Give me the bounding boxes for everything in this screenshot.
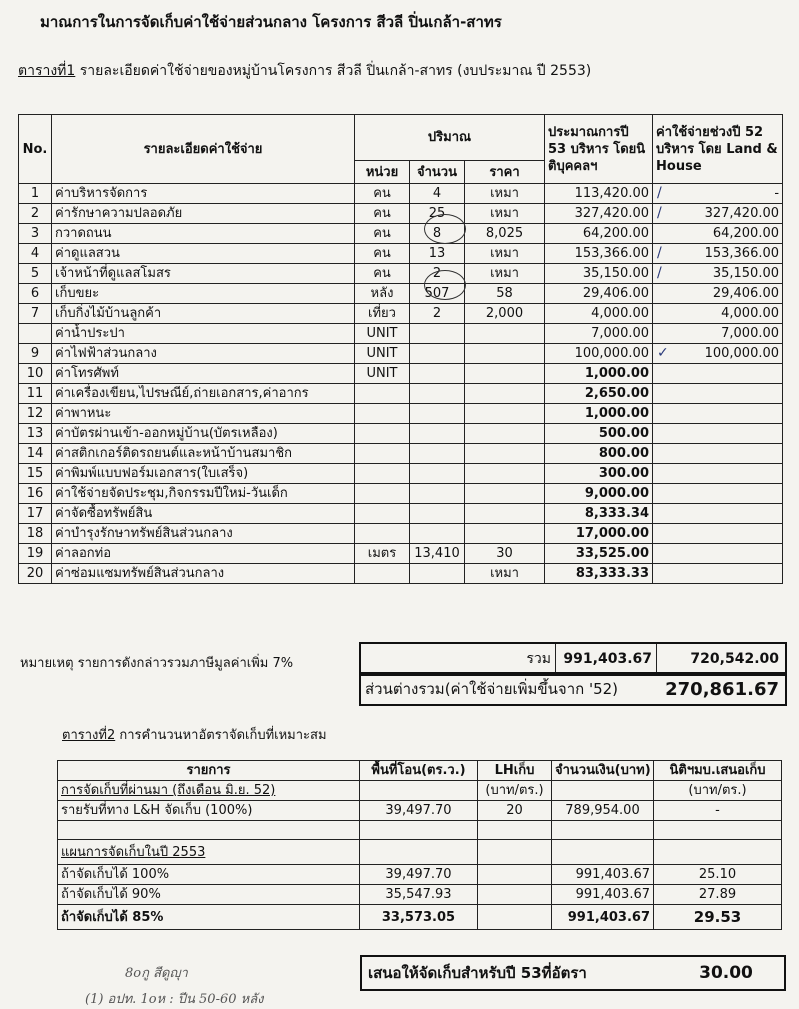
row-amount [410, 524, 465, 544]
row-amount [410, 404, 465, 424]
row-amount: 2 [410, 264, 465, 284]
plan-rows [58, 865, 782, 905]
row-estimate: 17,000.00 [545, 524, 653, 544]
plan-title: แผนการจัดเก็บในปี 2553 [58, 840, 360, 865]
row-no: 2 [19, 204, 52, 224]
total-estimate: 991,403.67 [555, 644, 656, 674]
expense-row [19, 284, 783, 304]
row-detail: ค่าสติกเกอร์ติดรถยนต์และหน้าบ้านสมาชิก [52, 444, 355, 464]
row-price: 2,000 [465, 304, 545, 324]
row-no: 20 [19, 564, 52, 584]
row-unit [355, 384, 410, 404]
row-no: 19 [19, 544, 52, 564]
expense-row [19, 184, 783, 204]
row-actual: 64,200.00 [653, 224, 783, 244]
total-actual: 720,542.00 [656, 644, 785, 674]
table1-caption-text: รายละเอียดค่าใช้จ่ายของหมู่บ้านโครงการ สีวลี ปิ่นเกล้า-สาทร (งบประมาณ ปี 2553) [75, 63, 592, 79]
row-estimate: 113,420.00 [545, 184, 653, 204]
row-estimate: 83,333.33 [545, 564, 653, 584]
row-amount [410, 424, 465, 444]
row-price: 58 [465, 284, 545, 304]
row-unit [355, 524, 410, 544]
row-unit: คน [355, 244, 410, 264]
past-row-money: 789,954.00 [552, 801, 654, 821]
handwritten-circle [424, 270, 466, 300]
row-estimate: 7,000.00 [545, 324, 653, 344]
row-estimate: 1,000.00 [545, 364, 653, 384]
row-detail: ค่าลอกท่อ [52, 544, 355, 564]
row-unit [355, 424, 410, 444]
plan-row-area: 35,547.93 [360, 885, 478, 905]
row-amount: 507 [410, 284, 465, 304]
row-actual-value: 35,150.00 [712, 266, 780, 281]
header-quantity: ปริมาณ [355, 115, 545, 161]
plan-row-item: ถ้าจัดเก็บได้ 90% [58, 885, 360, 905]
row-amount: 25 [410, 204, 465, 224]
row-no: 1 [19, 184, 52, 204]
row-detail: ค่าโทรศัพท์ [52, 364, 355, 384]
past-row-item: รายรับที่ทาง L&H จัดเก็บ (100%) [58, 801, 360, 821]
row-detail: ค่าใช้จ่ายจัดประชุม,กิจกรรมปีใหม่-วันเด็ก [52, 484, 355, 504]
row-detail: ค่าพิมพ์แบบฟอร์มเอกสาร(ใบเสร็จ) [52, 464, 355, 484]
expense-row [19, 384, 783, 404]
row-actual: 4,000.00 [653, 304, 783, 324]
plan-row-money: 991,403.67 [552, 865, 654, 885]
handwritten-circle [424, 214, 466, 244]
row-estimate: 29,406.00 [545, 284, 653, 304]
row-detail: ค่ารักษาความปลอดภัย [52, 204, 355, 224]
row-unit [355, 504, 410, 524]
row-no [19, 324, 52, 344]
row-actual [653, 384, 783, 404]
row-detail: ค่าซ่อมแซมทรัพย์สินส่วนกลาง [52, 564, 355, 584]
header-estimate: ประมาณการปี 53 บริหาร โดยนิติบุคคลฯ [545, 115, 653, 184]
row-actual [653, 404, 783, 424]
row-price: เหมา [465, 564, 545, 584]
row-price: 30 [465, 544, 545, 564]
handwritten-check-mark: ✓ [657, 345, 669, 361]
header-unit: หน่วย [355, 161, 410, 184]
past-row-proposed: - [654, 801, 782, 821]
row-detail: เก็บกิ่งไม้บ้านลูกค้า [52, 304, 355, 324]
row-estimate: 4,000.00 [545, 304, 653, 324]
row-no: 17 [19, 504, 52, 524]
row-actual-value: 327,420.00 [704, 206, 780, 221]
row-actual: 7,000.00 [653, 324, 783, 344]
header-area: พื้นที่โอน(ตร.ว.) [360, 761, 478, 781]
row-detail: เจ้าหน้าที่ดูแลสโมสร [52, 264, 355, 284]
row-no: 15 [19, 464, 52, 484]
row-estimate: 9,000.00 [545, 484, 653, 504]
row-detail: ค่าบำรุงรักษาทรัพย์สินส่วนกลาง [52, 524, 355, 544]
row-estimate: 327,420.00 [545, 204, 653, 224]
row-actual: 29,406.00 [653, 284, 783, 304]
proposed-rate-label: เสนอให้จัดเก็บสำหรับปี 53ที่อัตรา [368, 964, 587, 982]
row-amount [410, 464, 465, 484]
row-estimate: 35,150.00 [545, 264, 653, 284]
row-price: เหมา [465, 264, 545, 284]
row-actual [653, 184, 783, 204]
row-detail: ค่าดูแลสวน [52, 244, 355, 264]
row-estimate: 300.00 [545, 464, 653, 484]
row-unit [355, 464, 410, 484]
expense-table-body [19, 184, 783, 584]
row-unit [355, 444, 410, 464]
table2-caption-text: การคำนวนหาอัตราจัดเก็บที่เหมาะสม [115, 728, 327, 743]
row-no: 12 [19, 404, 52, 424]
expense-row [19, 444, 783, 464]
past-row-area: 39,497.70 [360, 801, 478, 821]
row-unit: เมตร [355, 544, 410, 564]
plan-row [58, 865, 782, 885]
expense-row [19, 504, 783, 524]
row-amount: 4 [410, 184, 465, 204]
row-price: เหมา [465, 184, 545, 204]
table2-caption-label: ตารางที่2 [62, 728, 116, 743]
row-no: 14 [19, 444, 52, 464]
plan-row-proposed: 29.53 [654, 905, 782, 930]
handwritten-note: (1) อปท. 1oห : ปีน 50-60 หลัง [85, 992, 264, 1007]
row-estimate: 153,366.00 [545, 244, 653, 264]
row-estimate: 1,000.00 [545, 404, 653, 424]
row-actual-value: 153,366.00 [704, 246, 780, 261]
plan-row-money: 991,403.67 [552, 885, 654, 905]
total-row [359, 642, 787, 676]
row-detail: ค่าไฟฟ้าส่วนกลาง [52, 344, 355, 364]
row-unit: คน [355, 184, 410, 204]
header-actual: ค่าใช้จ่ายช่วงปี 52 บริหาร โดย Land & House [653, 115, 783, 184]
total-label: รวม [526, 651, 551, 667]
handwritten-check-mark: / [657, 205, 662, 221]
row-actual [653, 524, 783, 544]
row-unit: UNIT [355, 364, 410, 384]
table2-caption [62, 724, 327, 745]
row-unit: UNIT [355, 324, 410, 344]
header-item: รายการ [58, 761, 360, 781]
row-detail: ค่าบริหารจัดการ [52, 184, 355, 204]
plan-row-proposed: 25.10 [654, 865, 782, 885]
row-actual [653, 204, 783, 224]
row-amount: 2 [410, 304, 465, 324]
table1-caption [18, 60, 591, 82]
plan-row-area: 33,573.05 [360, 905, 478, 930]
row-amount: 13,410 [410, 544, 465, 564]
row-actual [653, 504, 783, 524]
row-actual [653, 344, 783, 364]
row-no: 3 [19, 224, 52, 244]
row-no: 10 [19, 364, 52, 384]
row-amount [410, 344, 465, 364]
row-price [465, 424, 545, 444]
row-unit: หลัง [355, 284, 410, 304]
row-detail: ค่าจัดซื้อทรัพย์สิน [52, 504, 355, 524]
plan-row [58, 885, 782, 905]
proposed-rate-value: 30.00 [699, 963, 753, 983]
row-unit [355, 564, 410, 584]
expense-table [18, 114, 783, 584]
row-amount [410, 564, 465, 584]
plan-row-item: ถ้าจัดเก็บได้ 85% [58, 905, 360, 930]
tax-note: หมายเหตุ รายการดังกล่าวรวมภาษีมูลค่าเพิ่ม 7% [20, 656, 294, 671]
row-estimate: 500.00 [545, 424, 653, 444]
past-collection-label: การจัดเก็บที่ผ่านมา (ถึงเดือน มิ.ย. 52) [58, 781, 360, 801]
header-no: No. [19, 115, 52, 184]
row-no: 13 [19, 424, 52, 444]
row-unit: คน [355, 264, 410, 284]
row-no: 18 [19, 524, 52, 544]
row-unit: คน [355, 224, 410, 244]
expense-row [19, 224, 783, 244]
expense-row [19, 544, 783, 564]
row-detail: ค่าน้ำประปา [52, 324, 355, 344]
row-unit: เที่ยว [355, 304, 410, 324]
row-price [465, 444, 545, 464]
header-price: ราคา [465, 161, 545, 184]
row-price [465, 404, 545, 424]
row-estimate: 800.00 [545, 444, 653, 464]
handwritten-check-mark: / [657, 185, 662, 201]
row-unit [355, 484, 410, 504]
row-no: 4 [19, 244, 52, 264]
row-actual [653, 484, 783, 504]
row-actual [653, 424, 783, 444]
row-price [465, 324, 545, 344]
row-estimate: 100,000.00 [545, 344, 653, 364]
row-actual-value: 100,000.00 [704, 346, 780, 361]
row-unit: UNIT [355, 344, 410, 364]
row-amount [410, 364, 465, 384]
table1-caption-label: ตารางที่1 [18, 63, 76, 79]
header-amount: จำนวน [410, 161, 465, 184]
header-proposed: นิติฯมบ.เสนอเก็บ [654, 761, 782, 781]
difference-row [359, 672, 787, 706]
row-detail: ค่าพาหนะ [52, 404, 355, 424]
row-actual [653, 464, 783, 484]
expense-row [19, 464, 783, 484]
row-no: 9 [19, 344, 52, 364]
row-price [465, 344, 545, 364]
expense-row [19, 364, 783, 384]
row-detail: เก็บขยะ [52, 284, 355, 304]
row-price: เหมา [465, 244, 545, 264]
row-price [465, 464, 545, 484]
row-actual-value: - [774, 186, 780, 201]
plan-row-money: 991,403.67 [552, 905, 654, 930]
expense-row [19, 484, 783, 504]
header-lh-unit: (บาท/ตร.) [478, 781, 552, 801]
handwritten-note: 8oกู สีดูญุา [125, 966, 188, 981]
proposed-rate-box [360, 955, 786, 991]
difference-value: 270,861.67 [665, 678, 779, 700]
page-title: มาณการในการจัดเก็บค่าใช้จ่ายส่วนกลาง โครงการ สีวลี ปิ่นเกล้า-สาทร [40, 13, 502, 31]
row-amount: 13 [410, 244, 465, 264]
handwritten-check-mark: / [657, 265, 662, 281]
expense-row [19, 304, 783, 324]
row-detail: ค่าเครื่องเขียน,ไปรษณีย์,ถ่ายเอกสาร,ค่าอากร [52, 384, 355, 404]
row-actual [653, 564, 783, 584]
expense-row [19, 344, 783, 364]
expense-row [19, 264, 783, 284]
row-unit: คน [355, 204, 410, 224]
handwritten-check-mark: / [657, 245, 662, 261]
expense-row [19, 524, 783, 544]
expense-row [19, 244, 783, 264]
row-estimate: 64,200.00 [545, 224, 653, 244]
row-amount [410, 324, 465, 344]
row-price [465, 524, 545, 544]
expense-row [19, 424, 783, 444]
row-price [465, 484, 545, 504]
row-no: 16 [19, 484, 52, 504]
row-amount [410, 504, 465, 524]
row-amount: 8 [410, 224, 465, 244]
row-detail: กวาดถนน [52, 224, 355, 244]
row-price: 8,025 [465, 224, 545, 244]
row-actual [653, 444, 783, 464]
row-detail: ค่าบัตรผ่านเข้า-ออกหมู่บ้าน(บัตรเหลือง) [52, 424, 355, 444]
header-detail: รายละเอียดค่าใช้จ่าย [52, 115, 355, 184]
row-estimate: 2,650.00 [545, 384, 653, 404]
row-price: เหมา [465, 204, 545, 224]
rate-table [57, 760, 782, 930]
header-lh: LHเก็บ [478, 761, 552, 781]
row-no: 6 [19, 284, 52, 304]
expense-row [19, 564, 783, 584]
row-actual [653, 264, 783, 284]
header-money: จำนวนเงิน(บาท) [552, 761, 654, 781]
row-actual [653, 544, 783, 564]
row-price [465, 364, 545, 384]
row-amount [410, 444, 465, 464]
row-no: 5 [19, 264, 52, 284]
row-amount [410, 384, 465, 404]
row-actual [653, 244, 783, 264]
expense-row [19, 404, 783, 424]
row-no: 7 [19, 304, 52, 324]
expense-row [19, 204, 783, 224]
row-actual [653, 364, 783, 384]
plan-row-item: ถ้าจัดเก็บได้ 100% [58, 865, 360, 885]
plan-row-area: 39,497.70 [360, 865, 478, 885]
row-amount [410, 484, 465, 504]
past-row-lh: 20 [478, 801, 552, 821]
difference-label: ส่วนต่างรวม(ค่าใช้จ่ายเพิ่มขึ้นจาก '52) [365, 680, 619, 698]
plan-row-proposed: 27.89 [654, 885, 782, 905]
row-price [465, 504, 545, 524]
row-estimate: 33,525.00 [545, 544, 653, 564]
expense-row [19, 324, 783, 344]
row-estimate: 8,333.34 [545, 504, 653, 524]
row-unit [355, 404, 410, 424]
row-price [465, 384, 545, 404]
row-no: 11 [19, 384, 52, 404]
header-proposed-unit: (บาท/ตร.) [654, 781, 782, 801]
